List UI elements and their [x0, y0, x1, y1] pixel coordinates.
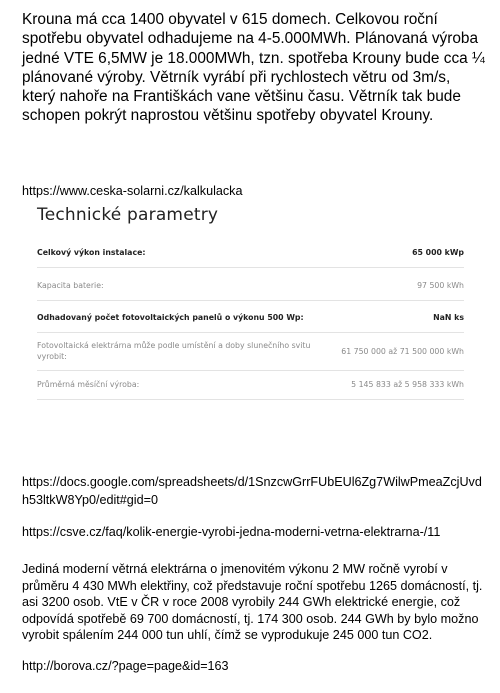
- param-label: Průměrná měsíční výroba:: [37, 380, 140, 389]
- param-label: Kapacita baterie:: [37, 281, 104, 290]
- borova-link[interactable]: http://borova.cz/?page=page&id=163: [22, 659, 229, 673]
- divider: [37, 267, 464, 268]
- divider: [37, 370, 464, 371]
- param-value: 61 750 000 až 71 500 000 kWh: [341, 347, 464, 356]
- param-row-battery-capacity: [37, 280, 464, 291]
- technical-parameters-title: Technické parametry: [37, 205, 219, 225]
- csve-link[interactable]: https://csve.cz/faq/kolik-energie-vyrobi-jedna-moderni-vetrna-elektrarna-/11: [22, 525, 441, 539]
- param-row-annual-production: [37, 340, 464, 362]
- divider: [37, 399, 464, 400]
- param-value: 97 500 kWh: [417, 281, 464, 290]
- param-value: 5 145 833 až 5 958 333 kWh: [351, 380, 464, 389]
- param-row-total-power: [37, 247, 464, 258]
- param-row-monthly-production: [37, 379, 464, 390]
- param-label: Fotovoltaická elektrárna může podle umístění a doby slunečního svitu vyrobit:: [37, 341, 311, 361]
- solar-calculator-link[interactable]: https://www.ceska-solarni.cz/kalkulacka: [22, 184, 243, 198]
- param-value: NaN ks: [433, 313, 464, 322]
- divider: [37, 300, 464, 301]
- technical-parameters-panel: [37, 201, 464, 389]
- divider: [37, 332, 464, 333]
- param-value: 65 000 kWp: [412, 248, 464, 257]
- wind-energy-paragraph: Jediná moderní větrná elektrárna o jmenovitém výkonu 2 MW ročně vyrobí v průměru 4 430 MWh elektřiny, což představuje roční spotřebu 1265 domácností, tj. asi 3200 osob. VtE v ČR v roce 2008 vyrobily 244 GWh elektrické energie, což odpovídá spotřebě 69 700 domácností, tj. 174 300 osob. 244 GWh by bylo možno vyrobit spálením 244 000 tun uhlí, čímž se vyprodukuje 245 000 tun CO2.: [22, 562, 483, 643]
- param-label: Odhadovaný počet fotovoltaických panelů o výkonu 500 Wp:: [37, 313, 304, 322]
- intro-paragraph: Krouna má cca 1400 obyvatel v 615 domech. Celkovou roční spotřebu obyvatel odhadujeme na 4-5.000MWh. Plánovaná výroba jedné VTE 6,5MW je 18.000MWh, tzn. spotřeba Krouny bude cca ¼ plánované výroby. Větrník vyrábí při rychlostech větru od 3m/s, který nahoře na Františkách vane většinu času. Větrník tak bude schopen pokrýt naprostou většinu spotřeby obyvatel Krouny.: [22, 11, 485, 125]
- param-label: Celkový výkon instalace:: [37, 248, 146, 257]
- google-sheet-link[interactable]: https://docs.google.com/spreadsheets/d/1SnzcwGrrFUbEUl6Zg7WilwPmeaZcjUvdh53ltkW8Yp0/edit#gid=0: [22, 475, 482, 507]
- param-row-panel-count: [37, 312, 464, 323]
